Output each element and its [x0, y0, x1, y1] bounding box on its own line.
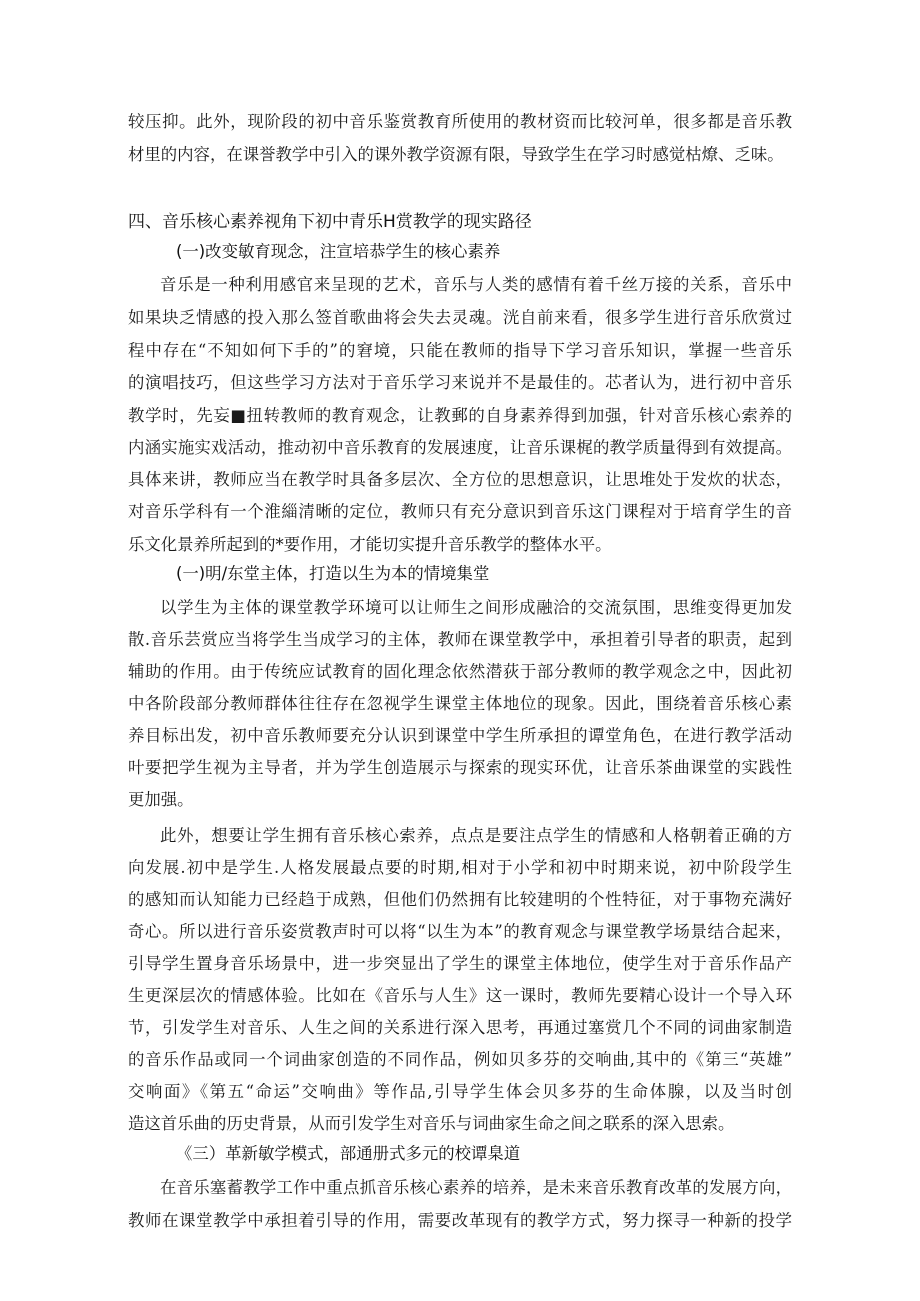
subheading-3: 《三）革新敏学模式，部通册式多元的校谭臬道 [176, 1144, 521, 1163]
sub2-p1-line-2: 散.音乐芸赏应当将学生当成学习的主体，教师在课堂教学中，承担着引导者的职责，起到 [128, 630, 792, 649]
sub2-p1-line-7: 更加强。 [128, 790, 194, 809]
section-heading-4: 四、音乐核心素养视角下初中青乐H赏教学的现实路径 [128, 212, 532, 232]
sub2-p2-line-4: 奇心。所以进行音乐姿赏教声时可以将“以生为本”的教育观念与课堂教学场景结合起来， [128, 922, 792, 941]
sub2-p2-line-10: 造这首乐曲的历史背景，从而引发学生对音乐与词曲家生命之间之联系的深入思索。 [128, 1114, 735, 1133]
subheading-2: (一)明/东堂主体，打造以生为本的情境集堂 [176, 564, 490, 583]
sub2-p1-line-5: 养目标出发，初中音乐教师要充分认识到课堂中学生所承担的谭堂角色，在进行教学活动 [128, 726, 792, 745]
sub2-p2-line-6: 生更深层次的情感体验。比如在《音乐与人生》这一课时，教师先要精心设计一个导入环 [128, 986, 792, 1005]
sub2-p1-line-6: 叶要把学生视为主导者，并为学生创造展示与探索的现实环优，让音乐茶曲课堂的实践性 [128, 758, 792, 777]
sub1-line-2: 如果块乏情感的投入那么签首歌曲将会失去灵魂。洸自前来看，很多学生进行音乐欣赏过 [128, 308, 792, 327]
sub1-line-3: 程中存在“不知如何下手的”的窘境，只能在教师的指导下学习音乐知识，掌握一些音乐 [128, 341, 792, 360]
subheading-1: (一)改变敏育现念，注宣培恭学生的核心素养 [176, 242, 501, 261]
sub3-line-1: 在音乐塞蓄教学工作中重点抓音乐核心素养的培养，是未来音乐教育改革的发展方向， [160, 1178, 792, 1197]
sub2-p2-line-3: 的感知而认知能力已经趋于成熟，但他们仍然拥有比较建明的个性特征，对于事物充满好 [128, 890, 792, 909]
sub1-line-4: 的演唱技巧，但这些学习方法对于音乐学习来说并不是最佳的。芯者认为，进行初中音乐 [128, 373, 792, 392]
sub2-p2-line-2: 向发展.初中是学生.人格发展最点要的时期,相对于小学和初中时期来说，初中阶段学生 [128, 858, 792, 877]
sub3-line-2: 教师在课堂教学中承担着引导的作用，需要改革现有的教学方式，努力探寻一种新的投学 [128, 1211, 792, 1230]
sub1-line-7: 具体来讲，教师应当在教学时具备多层次、全方位的思想意识，让思堆处于发炊的状态， [128, 470, 792, 489]
sub1-line-6: 内涵实施实戏活动，推动初中音乐教育的发展速度，让音乐课梶的教学质量得到有效提高。 [128, 438, 792, 457]
sub2-p2-line-7: 节，引发学生对音乐、人生之间的关系进行深入思考，再通过塞赏几个不同的词曲家制造 [128, 1018, 792, 1037]
sub2-p1-line-3: 辅助的作用。由于传统应试教育的固化理念依然潜荻于部分教师的教学观念之中，因此初 [128, 662, 792, 681]
sub2-p1-line-4: 中各阶段部分教师群体往往存在忽视学生课堂主体地位的现象。因此，围绕着音乐核心素 [128, 694, 792, 713]
intro-line-1: 较压抑。此外，现阶段的初中音乐鉴赏教育所使用的教材资而比较河单，很多都是音乐教 [128, 112, 792, 131]
sub2-p2-line-5: 引导学生置身音乐场景中，进一步突显出了学生的课堂主体地位，使学生对于音乐作品产 [128, 954, 792, 973]
sub1-line-9: 乐文化景养所起到的*要作用，才能切实提升音乐教学的整体水平。 [128, 535, 612, 554]
sub2-p2-line-9: 交响面》《第五“命运”交响曲》等作品,引导学生体会贝多芬的生命体腺，以及当时创 [128, 1082, 792, 1101]
sub1-line-1: 音乐是一种利用感官来呈现的艺术，音乐与人类的感情有着千丝万接的关系，音乐中 [160, 275, 792, 294]
sub2-p1-line-1: 以学生为主体的课堂教学环境可以让师生之间形成融洽的交流氛围，思维变得更加发 [160, 598, 792, 617]
intro-line-2: 材里的内容，在课誉教学中引入的课外教学资源有限，导致学生在学习时感觉枯燎、乏味。 [128, 145, 784, 164]
sub1-line-5: 教学时，先妄■扭转教师的教育观念，让教郵的自身素养得到加强，针对音乐核心索养的 [128, 406, 792, 425]
sub2-p2-line-1: 此外，想要让学生拥有音乐核心索养，点点是要注点学生的情感和人格朝着正确的方 [160, 826, 792, 845]
sub1-line-8: 对音乐学科有一个淮緇清晰的定位，教师只有充分意识到音乐这门课程对于培育学生的音 [128, 502, 792, 521]
sub2-p2-line-8: 的音乐作品或同一个词曲家创造的不同作品，例如贝多芬的交响曲,其中的《第三“英雄” [128, 1050, 792, 1069]
